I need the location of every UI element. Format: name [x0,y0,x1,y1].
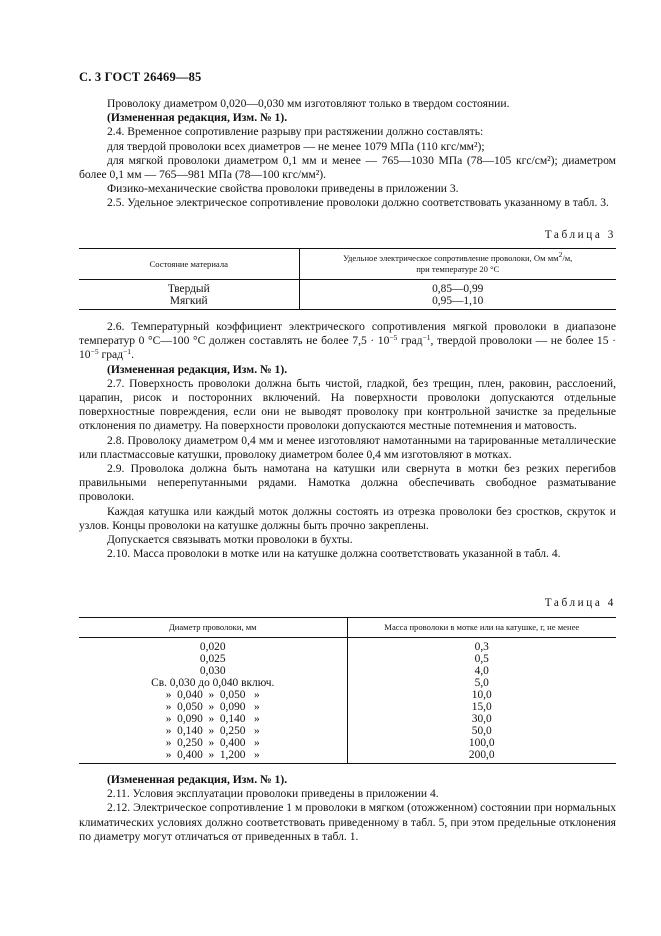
paragraph-2-4: 2.4. Временное сопротивление разрыву при растяжении должно составлять: [107,125,484,139]
cell-value: 0,95—1,10 [299,295,616,310]
section-1 [79,97,616,211]
table-4-caption: Таблица 4 [544,597,616,609]
paragraph-2-11: 2.11. Условия эксплуатации проволоки приведены в приложении 4. [107,787,439,801]
cell-mass: 5,0 [347,677,616,689]
cell-diameter: » 0,050 » 0,090 » [165,701,260,713]
paragraph: для мягкой проволоки диаметром 0,1 мм и менее — 765—1030 МПа (78—105 кгс/см²); диаметром более 0,1 мм — 765—981 МПа (78—100 кгс/мм²). [79,153,616,182]
exponent: −5 [90,347,99,357]
paragraph-2-5: 2.5. Удельное электрическое сопротивление проволоки должно соответствовать указанному в табл. 3. [107,196,609,210]
table-header-row [79,249,616,280]
exponent: −5 [389,333,398,343]
cell-diameter: » 0,090 » 0,140 » [165,713,260,725]
header-line-2: при температуре 20 °С [416,264,500,274]
table-4-col-mass-header: Масса проволоки в мотке или на катушке, г, не менее [347,618,616,638]
table-row [79,737,616,749]
paragraph: Проволоку диаметром 0,020—0,030 мм изготовляют только в твердом состоянии. [107,97,510,110]
cell-diameter: 0,030 [199,665,226,677]
paragraph: Допускается связывать мотки проволоки в бухты. [107,533,353,547]
cell-mass: 0,3 [347,638,616,654]
cell-mass: 4,0 [347,665,616,677]
cell-mass: 30,0 [347,713,616,725]
paragraph-2-12: 2.12. Электрическое сопротивление 1 м проволоки в мягком (отожженном) состоянии при нормальных климатических условиях должно соответствовать приведенному в табл. 5, при этом предельные отклонения по диаметру могут отличаться от приведенных в табл. 1. [79,801,616,843]
amendment-note: (Измененная редакция, Изм. № 1). [107,773,288,786]
header-sup: 2 [558,250,563,259]
table-4-col-diameter-header: Диаметр проволоки, мм [79,618,347,638]
table-3-caption: Таблица 3 [544,229,616,241]
cell-mass: 100,0 [347,737,616,749]
exponent: −1 [123,347,132,357]
amendment-note: (Измененная редакция, Изм. № 1). [107,111,288,125]
table-3-col-resistivity-header [299,249,616,280]
cell-diameter: » 0,040 » 0,050 » [165,689,260,701]
paragraph: для твердой проволоки всех диаметров — не менее 1079 МПа (110 кгс/мм²); [107,139,485,153]
paragraph: Каждая катушка или каждый моток должны состоять из отрезка проволоки без сростков, скруток и узлов. Концы проволоки на катушке должны быть прочно закреплены. [79,504,616,532]
table-header-row [79,618,616,638]
cell-mass: 0,5 [347,653,616,665]
cell-state: Мягкий [79,295,299,310]
exponent: −1 [422,333,431,343]
table-4 [79,617,616,764]
text-run: 2.6. Температурный коэффициент электрического сопротивления мягкой проволоки в диапазоне температур 0 °С—100 °С должен составлять не более 7,5 · 10 [79,320,616,348]
table-row [79,653,616,665]
table-row [79,638,616,654]
cell-mass: 50,0 [347,725,616,737]
amendment-note: (Измененная редакция, Изм. № 1). [107,362,288,376]
section-2 [79,320,616,561]
paragraph-2-6 [79,320,616,363]
paragraph-2-8: 2.8. Проволоку диаметром 0,4 мм и менее изготовляют намотанными на тарированные металлические или пластмассовые катушки, проволоку диаметром более 0,4 мм изготовляют в мотках. [79,433,616,461]
page-header: С. 3 ГОСТ 26469—85 [79,70,202,84]
cell-value: 0,85—0,99 [299,280,616,296]
paragraph-2-9: 2.9. Проволока должна быть намотана на катушки или свернута в мотки без резких перегибов правильными неперепутанными рядами. Намотка должна обеспечивать свободное разматывание проволоки. [79,462,616,504]
header-tail: /м, [562,253,573,263]
cell-diameter: 0,020 [199,641,226,653]
table-row [79,295,616,310]
cell-state: Твердый [167,283,210,295]
table-row [79,280,616,296]
table-row [79,749,616,764]
table-row [79,713,616,725]
paragraph: Физико-механические свойства проволоки приведены в приложении 3. [107,182,459,196]
text-run: , твердой проволоки — не более 15 · 10 [79,334,616,362]
cell-diameter: Св. 0,030 до 0,040 включ. [151,677,275,689]
table-row [79,665,616,677]
paragraph-2-10: 2.10. Масса проволоки в мотке или на катушке должна соответствовать указанной в табл. 4. [107,547,561,561]
cell-diameter: » 0,140 » 0,250 » [165,725,260,737]
cell-mass: 10,0 [347,689,616,701]
cell-diameter: » 0,250 » 0,400 » [165,737,260,749]
table-3-col-state-header: Состояние материала [79,249,299,280]
table-row [79,725,616,737]
header-line-1: Удельное электрическое сопротивление проволоки, Ом мм [343,253,559,263]
table-row [79,689,616,701]
cell-diameter: 0,025 [199,653,226,665]
text-run: град [397,334,423,348]
section-3 [79,773,616,844]
paragraph-2-7: 2.7. Поверхность проволоки должна быть чистой, гладкой, без трещин, плен, раковин, расслоений, царапин, рисок и посторонних включений. На поверхности проволоки допускаются отдельные поверхностные повреждения, если они не выводят проволоку при контрольной зачистке за предельные отклонения по диаметру. На поверхности проволоки допускаются местные потемнения и матовость. [79,376,616,433]
table-row [79,677,616,689]
cell-diameter: » 0,400 » 1,200 » [79,749,347,764]
text-run: . [131,348,134,362]
table-3 [79,248,616,310]
table-row [79,701,616,713]
text-run: град [98,348,124,362]
cell-mass: 200,0 [347,749,616,764]
cell-mass: 15,0 [347,701,616,713]
